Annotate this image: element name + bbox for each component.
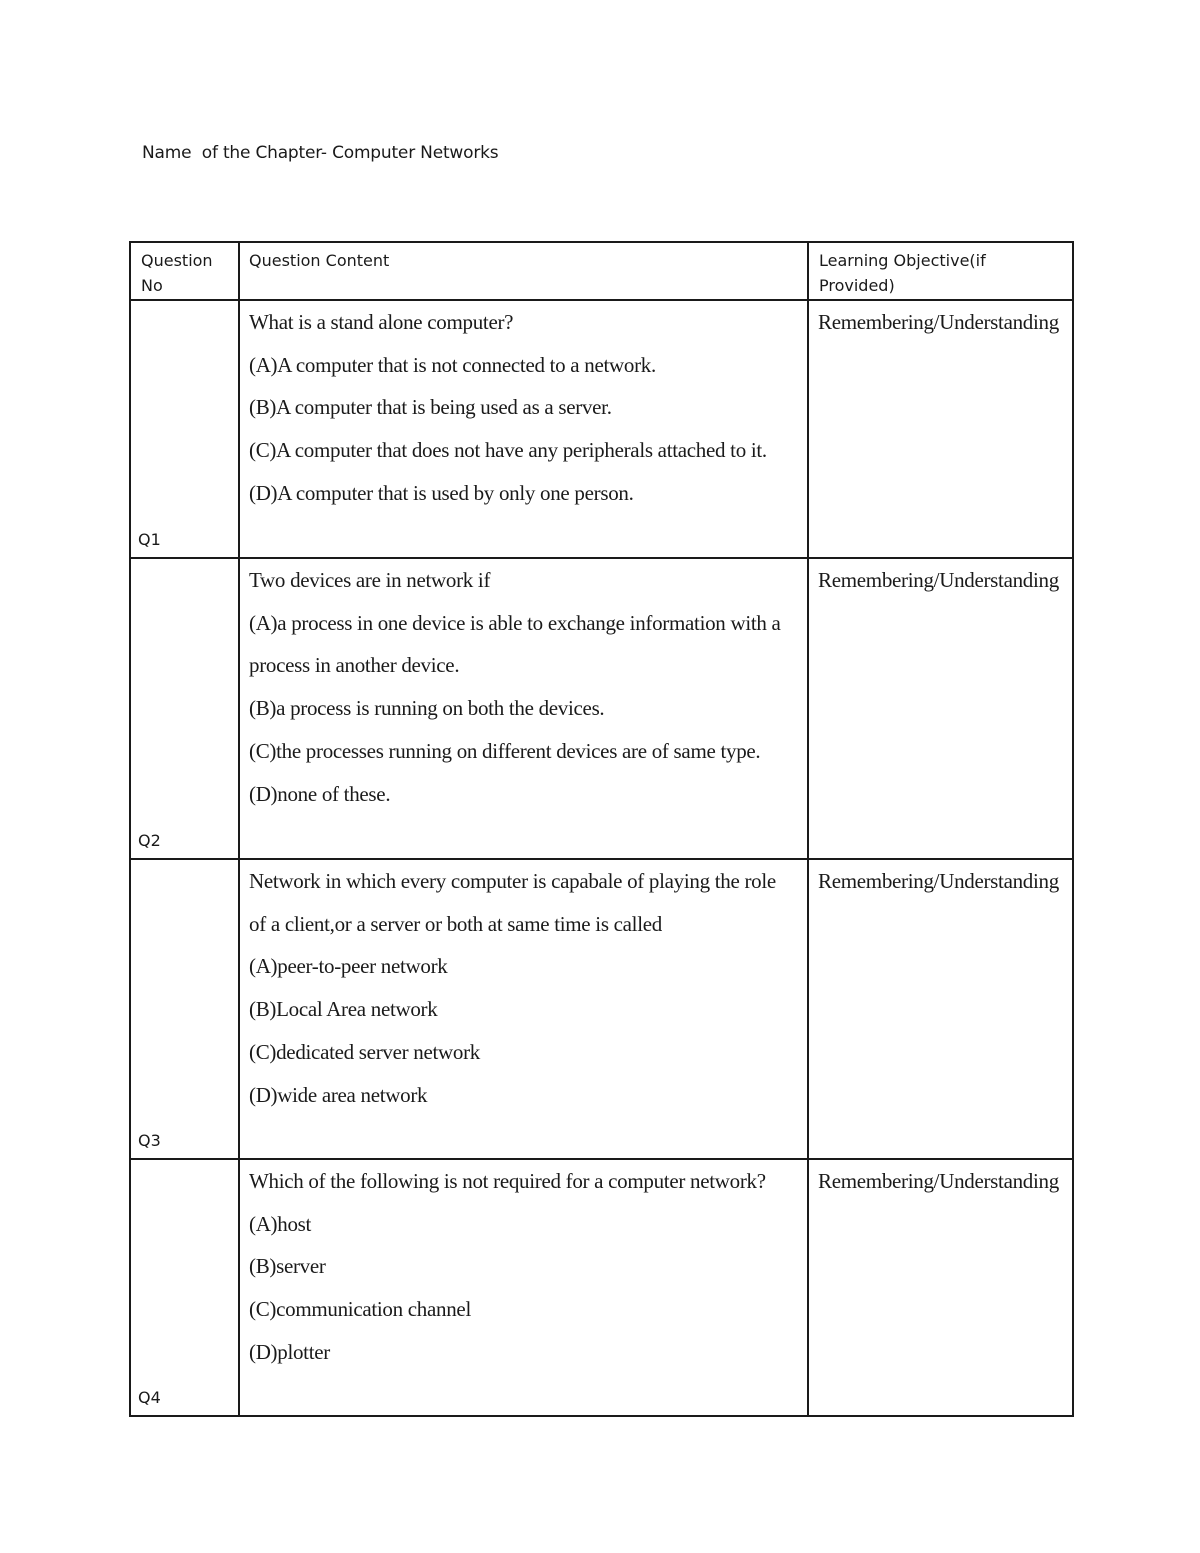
header-question-content: Question Content (239, 242, 808, 300)
question-stem: What is a stand alone computer? (249, 310, 514, 334)
option-c: (C)dedicated server network (249, 1039, 480, 1064)
question-number-cell (130, 1159, 239, 1416)
option-a: (A)A computer that is not connected to a network. (249, 352, 656, 377)
question-number-cell (130, 859, 239, 1159)
option-b: (B)A computer that is being used as a server. (249, 395, 612, 420)
option-b: (B)Local Area network (249, 997, 438, 1022)
option-a: (A)host (249, 1211, 312, 1236)
question-content-cell (239, 300, 808, 558)
option-d: (D)A computer that is used by only one person. (249, 480, 634, 505)
option-a: (A)peer-to-peer network (249, 954, 448, 979)
question-content-cell (239, 859, 808, 1159)
learning-objective: Remembering/Understanding (808, 1159, 1073, 1416)
question-stem: Which of the following is not required for a computer network? (249, 1169, 766, 1193)
question-number: Q2 (138, 831, 161, 850)
question-content-cell (239, 1159, 808, 1416)
option-b: (B)server (249, 1254, 326, 1279)
header-question-no: Question No (130, 242, 239, 300)
learning-objective: Remembering/Understanding (808, 558, 1073, 859)
table-row (130, 859, 1073, 1159)
option-c: (C)the processes running on different devices are of same type. (249, 738, 761, 763)
question-content-cell (239, 558, 808, 859)
question-table (129, 241, 1074, 1417)
question-number-cell (130, 558, 239, 859)
question-number-cell (130, 300, 239, 558)
question-number: Q4 (138, 1388, 161, 1407)
option-c: (C)communication channel (249, 1297, 471, 1322)
header-learning-objective: Learning Objective(if Provided) (808, 242, 1073, 300)
table-row (130, 300, 1073, 558)
question-number: Q3 (138, 1131, 161, 1150)
chapter-title: Name of the Chapter- Computer Networks (142, 143, 499, 163)
option-d: (D)none of these. (249, 781, 391, 806)
option-d: (D)wide area network (249, 1082, 428, 1107)
learning-objective: Remembering/Understanding (808, 859, 1073, 1159)
table-row (130, 1159, 1073, 1416)
option-a: (A)a process in one device is able to exchange information with a process in another device. (249, 610, 781, 678)
learning-objective: Remembering/Understanding (808, 300, 1073, 558)
option-c: (C)A computer that does not have any peripherals attached to it. (249, 438, 767, 463)
option-d: (D)plotter (249, 1339, 330, 1364)
table-header-row (130, 242, 1073, 300)
question-stem: Two devices are in network if (249, 568, 491, 592)
table-row (130, 558, 1073, 859)
question-stem: Network in which every computer is capabale of playing the role of a client,or a server or both at same time is called (249, 869, 776, 936)
question-number: Q1 (138, 530, 161, 549)
option-b: (B)a process is running on both the devices. (249, 696, 605, 721)
